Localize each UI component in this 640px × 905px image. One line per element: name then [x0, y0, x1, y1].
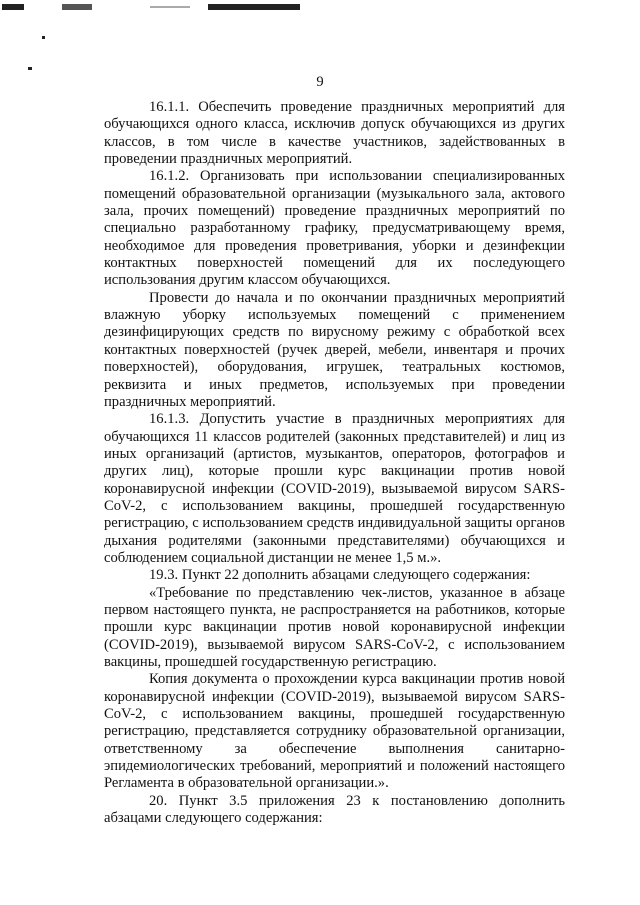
scan-mark — [42, 36, 45, 39]
paragraph-cleaning: Провести до начала и по окончании праздничных мероприятий влажную уборку используемых помещений с применением дезинфицирующих средств по вирусному режиму с обработкой всех контактных поверхностей (ручек дверей, мебели, инвентаря и прочих поверхностей), оборудования, игрушек, театральных костюмов, реквизита и иных предметов, используемых при проведении праздничных мероприятий. — [104, 289, 565, 410]
scan-mark — [28, 67, 32, 70]
page-number: 9 — [316, 74, 324, 90]
paragraph-16-1-1: 16.1.1. Обеспечить проведение праздничных мероприятий для обучающихся одного класса, исключив допуск обучающихся из других классов, в том числе в качестве участников, задействованных в проведении праздничных мероприятий. — [104, 99, 565, 168]
document-body — [104, 99, 565, 827]
scan-artifacts — [0, 0, 640, 80]
paragraph-20: 20. Пункт 3.5 приложения 23 к постановлению дополнить абзацами следующего содержания: — [104, 792, 565, 827]
scan-mark — [2, 4, 24, 10]
paragraph-vaccination-copy: Копия документа о прохождении курса вакцинации против новой коронавирусной инфекции (COVID-2019), вызываемой вирусом SARS-CoV-2, с использованием вакцины, прошедшей государственную регистрацию, представляется сотруднику образовательной организации, ответственному за обеспечение выполнения санитарно-эпидемиологических требований, мероприятий и положений настоящего Регламента в образовательной организации.». — [104, 671, 565, 792]
paragraph-checklists: «Требование по представлению чек-листов, указанное в абзаце первом настоящего пункта, не распространяется на работников, которые прошли курс вакцинации против новой коронавирусной инфекции (COVID-2019), вызываемой вирусом SARS-CoV-2, с использованием вакцины, прошедшей государственную регистрацию. — [104, 584, 565, 670]
paragraph-16-1-2: 16.1.2. Организовать при использовании специализированных помещений образовательной организации (музыкального зала, актового зала, прочих помещений) проведение праздничных мероприятий по специально разработанному графику, предусматривающему время, необходимое для проведения проветривания, уборки и дезинфекции контактных поверхностей помещений для их последующего использования другим классом обучающихся. — [104, 168, 565, 289]
paragraph-19-3: 19.3. Пункт 22 дополнить абзацами следующего содержания: — [149, 567, 531, 584]
paragraph-16-1-3: 16.1.3. Допустить участие в праздничных мероприятиях для обучающихся 11 классов родителей (законных представителей) и лиц из иных организаций (артистов, музыкантов, операторов, фотографов и других лиц), которые прошли курс вакцинации против новой коронавирусной инфекции (COVID-2019), вызываемой вирусом SARS-CoV-2, с использованием вакцины, прошедшей государственную регистрацию, с использованием средств индивидуальной защиты органов дыхания родителями (законными представителями) обучающихся и соблюдением социальной дистанции не менее 1,5 м.». — [104, 411, 565, 566]
scan-mark — [150, 6, 190, 8]
scan-mark — [62, 4, 92, 10]
scan-mark — [208, 4, 300, 10]
